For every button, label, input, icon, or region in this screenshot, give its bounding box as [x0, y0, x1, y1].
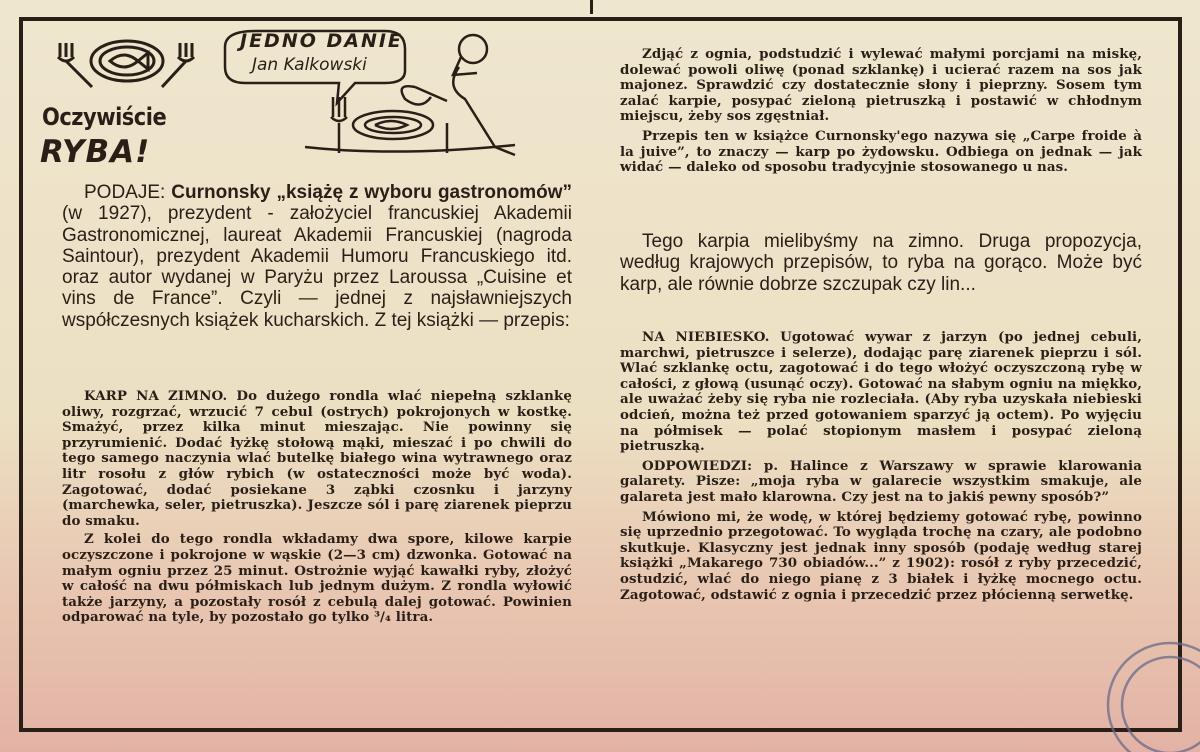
- intro-lead: PODAJE:: [84, 182, 166, 203]
- right-column-bottom: [620, 330, 1142, 603]
- aspic-advice: Mówiono mi, że wodę, w której będziemy gotować rybę, powinno się uprzednio przegotować. To wygląda trochę na czary, ale podobno skutkuje. Klasyczny jest jednak inny sposób (podaję według starej książki „Makarego 730 obiadów...” z 1902): rosół z ryby przecedzić, ostudzić, wlać do niego pianę z 3 białek i łyżkę mocnego octu. Zagotować, odstawić z ognia i przecedzić przez płócienną serwetkę.: [620, 508, 1142, 603]
- headline-line2: RYBA!: [40, 134, 151, 170]
- recipe-text-1: Do dużego rondla wlać niepełną szklankę oliwy, rozgrzać, wrzucić 7 cebul (ostrych) pokrojonych w kostkę. Smażyć, przez kilka minut mieszając. Nie powinny się przyrumienić. Dodać łyżkę stołową mąki, mieszać i po chwili do tego samego naczynia wlać butelkę białego wina wytrawnego oraz litr rosołu z głów rybich (w ostateczności może być woda). Zagotować, dodać posiekane 3 ząbki czosnku i jarzyny (marchewka, seler, pietruszka). Jeszcze sól i parę ziarenek pieprzu do smaku.: [62, 388, 572, 529]
- intro-text: (w 1927), prezydent - założyciel francuskiej Akademii Gastronomicznej, laureat Akademii Francuskiej (nagroda Saintour), prezydent Akademii Humoru Francuskiego itd. oraz autor wydanej w Paryżu przez Laroussa „Cuisine et vins de France”. Czyli — jednej z najsławniejszych współczesnych książek kucharskich. Z tej książki — przepis:: [62, 203, 572, 331]
- headline-line1: Oczywiście: [42, 103, 167, 131]
- answers-title: ODPOWIEDZI:: [642, 457, 753, 474]
- archive-stamp: [1050, 625, 1200, 752]
- fish-plate-icon: [52, 37, 202, 89]
- intro-author-name: Curnonsky „książę z wyboru gastronomów”: [171, 182, 572, 203]
- column-rule: [590, 0, 593, 14]
- blue-fish-title: NA NIEBIESKO.: [642, 329, 770, 345]
- recipe-cold-carp: [62, 389, 572, 626]
- answers-recipient: p. Halince z Warszawy: [752, 457, 954, 474]
- recipe-title: KARP NA ZIMNO.: [84, 388, 228, 404]
- column-title: JEDNO DANIE: [240, 30, 403, 52]
- second-proposal-text: Tego karpia mielibyśmy na zimno. Druga propozycja, według krajowych przepisów, to ryba na gorąco. Może być karp, ale równie dobrze szczupak czy lin...: [620, 231, 1142, 295]
- intro-paragraph: [62, 182, 572, 331]
- recipe-text-2: Z kolei do tego rondla wkładamy dwa spore, kilowe karpie oczyszczone i pokrojone w wąskie (2—3 cm) dzwonka. Gotować na małym ogniu przez 25 minut. Ostrożnie wyjąć kawałki ryby, złożyć w całość na dwu półmiskach lub jednym dużym. Z rondla wyłowić także jarzyny, a pozostały rosół z cebulą dalej gotować. Powinien odparować na tyle, by pozostało go tylko ³/₄ litra.: [62, 531, 572, 626]
- column-author: Jan Kalkowski: [252, 55, 367, 75]
- right-column-top: [620, 47, 1142, 176]
- book-note: Przepis ten w książce Curnonsky'ego nazywa się „Carpe froide à la juive”, to znaczy — karp po żydowsku. Odbiega on jednak — jak widać — daleko od sposobu tradycyjnie stosowanego u nas.: [620, 127, 1142, 176]
- blue-fish-text: Ugotować wywar z jarzyn (po jednej cebuli, marchwi, pietruszce i selerze), dodając parę ziarenek pieprzu i sól. Wlać szklankę octu, zagotować i do tego włożyć oczyszczoną rybę w całości, z głową (usunąć oczy). Gotować na słabym ogniu na miękko, ale uważać żeby się ryba nie rozleciała. (Aby ryba uzyskała niebieski odcień, można też przed gotowaniem sparzyć ją octem). Po wyjęciu na półmisek — polać stopionym masłem i posypać zieloną pietruszką.: [620, 329, 1142, 455]
- answers-text: w sprawie klarowania galarety. Pisze: „moja ryba w galarecie wszystkim smakuje, ale galareta jest mało klarowna. Czy jest na to jakiś pewny sposób?”: [620, 457, 1142, 505]
- second-proposal: [620, 231, 1142, 295]
- recipe-continued: Zdjąć z ognia, podstudzić i wylewać małymi porcjami na miskę, dolewać powoli oliwę (ponad szklankę) i ucierać razem na sos jak majonez. Sprawdzić czy dostatecznie słony i pieprzny. Sosem tym zalać karpie, posypać zieloną pietruszką i postawić w chłodnym miejscu, żeby sos zgęstniał.: [620, 46, 1142, 125]
